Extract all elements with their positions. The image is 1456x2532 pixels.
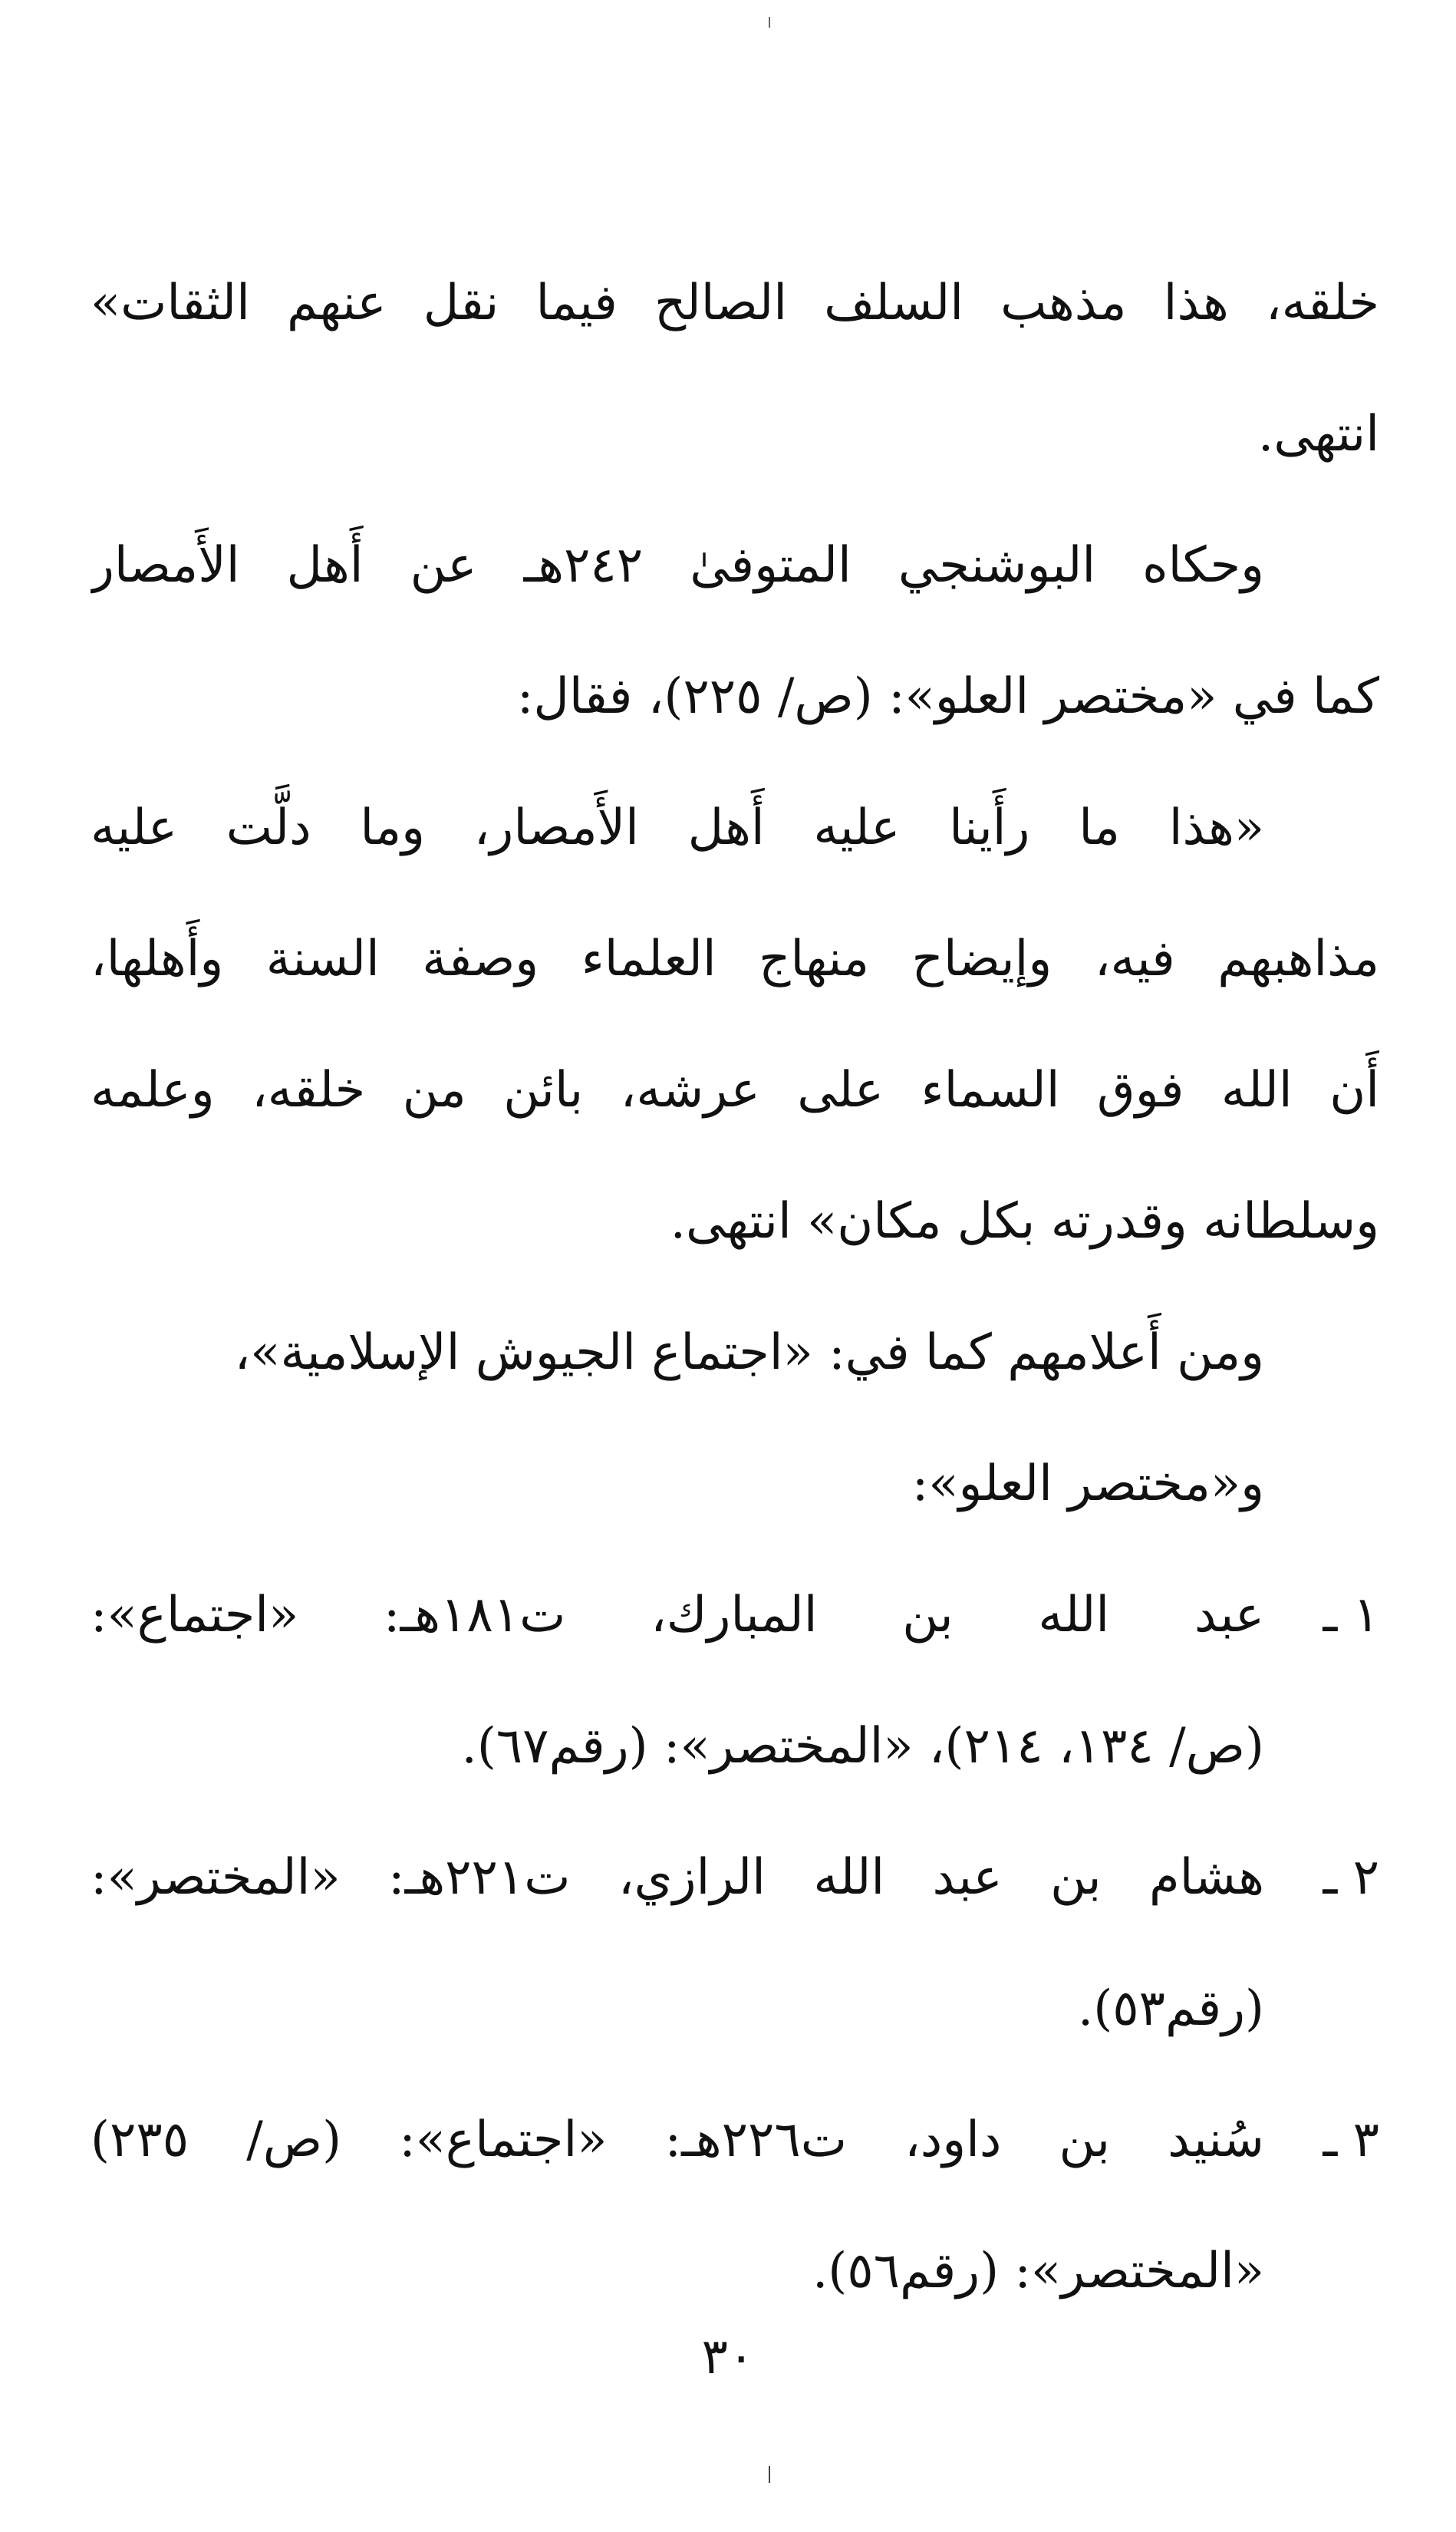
paragraph-3-line-4: وسلطانه وقدرته بكل مكان» انتهى. bbox=[670, 1193, 1379, 1250]
list-item-1-line-2: (ص/ ١٣٤، ٢١٤)، «المختصر»: (رقم٦٧). bbox=[461, 1718, 1264, 1775]
list-item-2-line-2: (رقم٥٣). bbox=[1077, 1980, 1264, 2037]
paragraph-1-line-1: خلقه، هذا مذهب السلف الصالح فيما نقل عنهم الثقات» bbox=[91, 275, 1379, 331]
list-item-2-line-1 bbox=[91, 1812, 1379, 1944]
list-item-3-line-1 bbox=[91, 2075, 1379, 2206]
paragraph-2-line-2: كما في «مختصر العلو»: (ص/ ٢٢٥)، فقال: bbox=[516, 668, 1379, 725]
list-item-2-text: هشام بن عبد الله الرازي، ت٢٢١هـ: «المختصر»: bbox=[91, 1849, 1265, 1906]
paragraph-3-line-3: أَن الله فوق السماء على عرشه، بائن من خلقه، وعلمه bbox=[91, 1062, 1379, 1119]
list-item-3-line-2: «المختصر»: (رقم٥٦). bbox=[812, 2243, 1264, 2300]
page-number: ٣٠ bbox=[701, 2329, 755, 2385]
paragraph-1-line-2: انتهى. bbox=[1257, 406, 1379, 463]
paragraph-4-line-2: و«مختصر العلو»: bbox=[911, 1456, 1264, 1512]
list-item-1-number: ١ ـ bbox=[1323, 1587, 1379, 1643]
paragraph-3-line-1: «هذا ما رأَينا عليه أَهل الأَمصار، وما دلَّت عليه bbox=[91, 799, 1264, 856]
paragraph-2-line-1: وحكاه البوشنجي المتوفىٰ ٢٤٢هـ عن أَهل الأَمصار bbox=[91, 537, 1264, 594]
list-item-3-text: سُنيد بن داود، ت٢٢٦هـ: «اجتماع»: (ص/ ٢٣٥) bbox=[91, 2112, 1264, 2168]
list-item-1-line-1 bbox=[91, 1550, 1379, 1681]
top-crop-mark bbox=[769, 17, 770, 28]
page-body bbox=[91, 238, 1379, 2337]
list-item-3-number: ٣ ـ bbox=[1323, 2112, 1379, 2168]
paragraph-3-line-2: مذاهبهم فيه، وإيضاح منهاج العلماء وصفة السنة وأَهلها، bbox=[91, 931, 1379, 987]
list-item-2-number: ٢ ـ bbox=[1323, 1849, 1379, 1906]
paragraph-4-line-1: ومن أَعلامهم كما في: «اجتماع الجيوش الإسلامية»، bbox=[234, 1324, 1264, 1381]
list-item-1-text: عبد الله بن المبارك، ت١٨١هـ: «اجتماع»: bbox=[91, 1587, 1265, 1643]
bottom-crop-mark bbox=[769, 2466, 770, 2483]
